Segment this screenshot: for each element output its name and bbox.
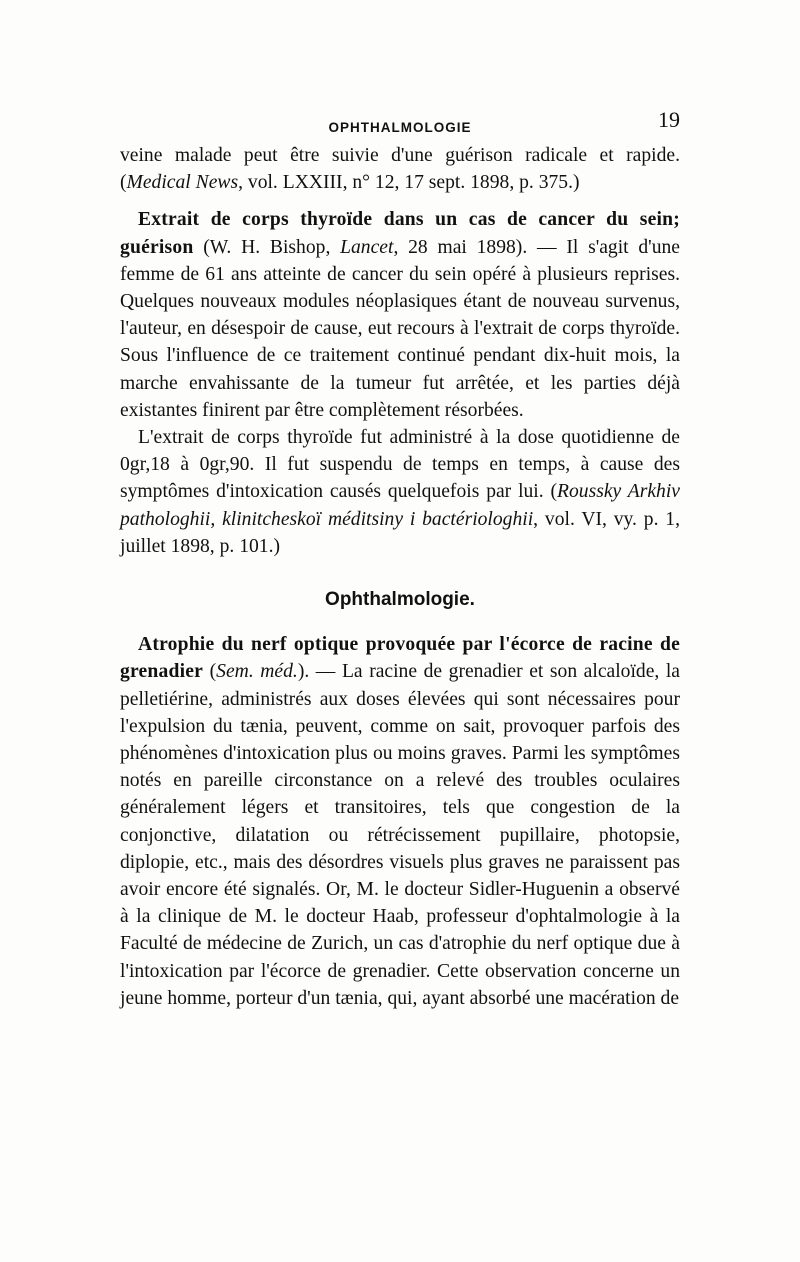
page-number: 19 xyxy=(658,107,680,132)
entry-source: Sem. méd. xyxy=(216,661,298,683)
article-entry-thyroid xyxy=(120,206,680,424)
citation-details: , vol. LXXIII, n° 12, 17 sept. 1898, p. 375.) xyxy=(238,172,580,194)
entry-title: Atrophie du nerf optique provoquée par l'écorce de racine de grenadier xyxy=(120,634,680,683)
source-citation: Roussky Arkhiv pathologhii, klinitcheskoï méditsiny i bactériologhii xyxy=(120,481,680,530)
paragraph-text: veine malade peut être suivie d'une guérison radicale et rapide. ( xyxy=(120,145,680,194)
continuation-paragraph xyxy=(120,142,680,196)
citation-open: ( xyxy=(203,661,217,683)
article-paragraph-dose xyxy=(120,424,680,560)
book-page xyxy=(120,107,680,1012)
entry-journal: Lancet xyxy=(340,236,394,258)
entry-body: Il s'agit d'une femme de 61 ans atteinte de cancer du sein opéré à plusieurs reprises. Quelques nouveaux modules néoplasiques étant de nouveau survenus, l'auteur, en désespoir de cause, eut recours à l'extrait de corps thyroïde. Sous l'influence de ce traitement continué pendant dix-huit mois, la marche envahissante de la tumeur fut arrêtée, et les parties déjà existantes finirent par être complètement résorbées. xyxy=(120,236,680,421)
page-header xyxy=(120,107,680,142)
paragraph-text: L'extrait de corps thyroïde fut administré à la dose quotidienne de 0gr,18 à 0gr,90. Il fut suspendu de temps en temps, à cause des symptômes d'intoxication causés quelquefois par lui. ( xyxy=(120,427,680,503)
article-entry-optic-nerve xyxy=(120,631,680,1012)
citation-details: , vol. VI, vy. p. 1, juillet 1898, p. 101.) xyxy=(120,508,680,557)
entry-author: (W. H. Bishop, xyxy=(193,236,341,258)
source-citation: Medical News xyxy=(126,172,239,194)
running-title: OPHTHALMOLOGIE xyxy=(328,120,472,135)
entry-reference: , 28 mai 1898). — xyxy=(393,236,567,258)
citation-close: ). — xyxy=(297,661,342,683)
entry-title: Extrait de corps thyroïde dans un cas de cancer du sein; guérison xyxy=(120,209,680,258)
section-heading: Ophthalmologie. xyxy=(325,589,475,611)
entry-body: La racine de grenadier et son alcaloïde, la pelletiérine, administrés aux doses élevées qui sont nécessaires pour l'expulsion du tænia, peuvent, comme on sait, provoquer parfois des phénomènes d'intoxication plus ou moins graves. Parmi les symptômes notés en pareille circonstance on a relevé des troubles oculaires généralement légers et transitoires, tels que congestion de la conjonctive, dilatation ou rétrécissement pupillaire, photopsie, diplopie, etc., mais des désordres visuels plus graves ne paraissent pas avoir encore été signalés. Or, M. le docteur Sidler-Huguenin a observé à la clinique de M. le docteur Haab, professeur d'ophtalmologie à la Faculté de médecine de Zurich, un cas d'atrophie du nerf optique due à l'intoxication par l'écorce de grenadier. Cette observation concerne un jeune homme, porteur d'un tænia, qui, ayant absorbé une macération de xyxy=(120,661,680,1009)
